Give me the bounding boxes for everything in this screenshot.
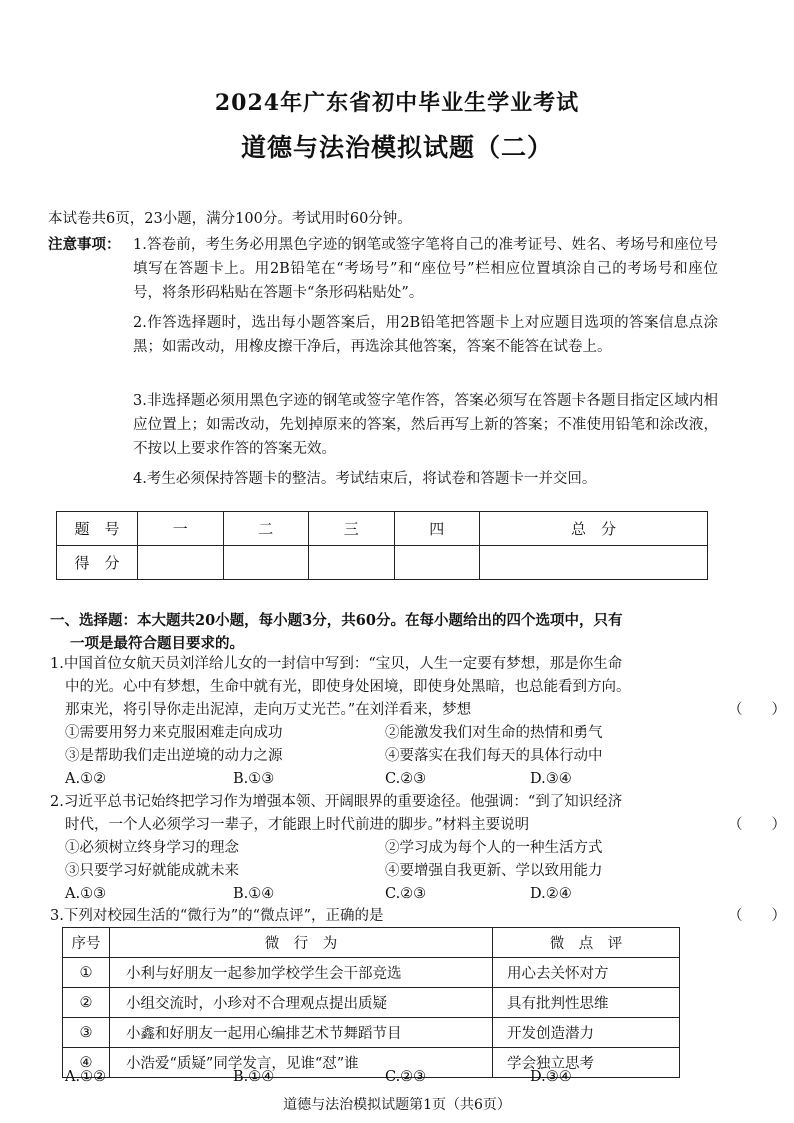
question-line: 时代，一个人必须学习一辈子，才能跟上时代前进的脚步。”材料主要说明 bbox=[65, 817, 530, 833]
choice-b[interactable]: B.①④ bbox=[233, 1069, 275, 1085]
score-cell[interactable] bbox=[138, 546, 224, 580]
table-row bbox=[63, 988, 680, 1018]
row-behavior: 小浩爱“质疑”同学发言，见谁“怼”谁 bbox=[110, 1048, 493, 1078]
statement-4: ④要落实在我们每天的具体行动中 bbox=[385, 748, 603, 764]
score-header-cell: 二 bbox=[223, 512, 309, 546]
row-number: ④ bbox=[63, 1048, 110, 1078]
row-behavior: 小鑫和好朋友一起用心编排艺术节舞蹈节目 bbox=[110, 1018, 493, 1048]
notice-item-3: 3.非选择题必须用黑色字迹的钢笔或签字笔作答，答案必须写在答题卡各题目指定区域内相应位置上；如需改动，先划掉原来的答案，然后再写上新的答案；不准使用铅笔和涂改液，不按以上要求作答的答案无效。 bbox=[133, 393, 718, 457]
score-table bbox=[56, 511, 708, 580]
row-behavior: 小利与好朋友一起参加学校学生会干部竞选 bbox=[110, 958, 493, 988]
answer-bracket: （ ） bbox=[728, 702, 786, 718]
statement-1: ①必须树立终身学习的理念 bbox=[65, 840, 239, 856]
score-cell[interactable] bbox=[223, 546, 309, 580]
notice-item-4: 4.考生必须保持答题卡的整洁。考试结束后，将试卷和答题卡一并交回。 bbox=[133, 471, 597, 487]
notice-item-1: 1.答卷前，考生务必用黑色字迹的钢笔或签字笔将自己的准考证号、姓名、考场号和座位号填写在答题卡上。用2B铅笔在“考场号”和“座位号”栏相应位置填涂自己的考场号和座位号，将条形码粘贴在答题卡“条形码粘贴处”。 bbox=[133, 237, 718, 301]
choice-d[interactable]: D.②④ bbox=[530, 886, 572, 902]
row-behavior: 小组交流时，小珍对不合理观点提出质疑 bbox=[110, 988, 493, 1018]
choice-d[interactable]: D.③④ bbox=[530, 1069, 572, 1085]
table-row bbox=[63, 1018, 680, 1048]
score-header-cell: 一 bbox=[138, 512, 224, 546]
col-header-number: 序号 bbox=[63, 928, 110, 958]
choice-b[interactable]: B.①③ bbox=[233, 771, 275, 787]
notice-label: 注意事项： bbox=[48, 236, 121, 253]
score-cell[interactable] bbox=[480, 546, 708, 580]
choice-c[interactable]: C.②③ bbox=[385, 771, 427, 787]
question-1 bbox=[50, 653, 786, 787]
score-header-cell: 三 bbox=[309, 512, 395, 546]
score-row-label: 得 分 bbox=[57, 546, 138, 580]
exam-intro: 本试卷共6页，23小题，满分100分。考试用时60分钟。 bbox=[48, 211, 412, 227]
behavior-table bbox=[62, 927, 680, 1078]
row-comment: 具有批判性思维 bbox=[493, 988, 680, 1018]
question-line: 1.中国首位女航天员刘洋给儿女的一封信中写到：“宝贝，人生一定要有梦想，那是你生命 bbox=[50, 656, 623, 672]
choice-d[interactable]: D.③④ bbox=[530, 771, 572, 787]
row-number: ① bbox=[63, 958, 110, 988]
choice-a[interactable]: A.①② bbox=[65, 771, 107, 787]
exam-subtitle: 道德与法治模拟试题（二） bbox=[240, 133, 553, 162]
statement-1: ①需要用努力来克服困难走向成功 bbox=[65, 725, 283, 741]
score-cell[interactable] bbox=[394, 546, 480, 580]
row-comment: 学会独立思考 bbox=[493, 1048, 680, 1078]
question-line: 3.下列对校园生活的“微行为”的“微点评”，正确的是 bbox=[50, 908, 384, 924]
row-comment: 用心去关怀对方 bbox=[493, 958, 680, 988]
page-footer: 道德与法治模拟试题第1页（共6页） bbox=[283, 1097, 511, 1113]
notice-item-2: 2.作答选择题时，选出每小题答案后，用2B铅笔把答题卡上对应题目选项的答案信息点涂黑；如需改动，用橡皮擦干净后，再选涂其他答案，答案不能答在试卷上。 bbox=[133, 315, 718, 355]
choice-b[interactable]: B.①④ bbox=[233, 886, 275, 902]
row-number: ② bbox=[63, 988, 110, 1018]
statement-3: ③是帮助我们走出逆境的动力之源 bbox=[65, 748, 283, 764]
score-header-cell: 总 分 bbox=[480, 512, 708, 546]
section-heading-line: 一项是最符合题目要求的。 bbox=[70, 635, 244, 652]
statement-3: ③只要学习好就能成就未来 bbox=[65, 863, 239, 879]
table-row bbox=[63, 958, 680, 988]
answer-bracket: （ ） bbox=[728, 817, 786, 833]
question-line: 那束光，将引导你走出泥淖，走向万丈光芒。”在刘洋看来，梦想 bbox=[65, 702, 472, 718]
col-header-behavior: 微 行 为 bbox=[110, 928, 493, 958]
question-3-choices bbox=[65, 1069, 705, 1091]
score-header-cell: 四 bbox=[394, 512, 480, 546]
choice-c[interactable]: C.②③ bbox=[385, 1069, 427, 1085]
statement-2: ②能激发我们对生命的热情和勇气 bbox=[385, 725, 603, 741]
question-2 bbox=[50, 791, 786, 902]
statement-4: ④要增强自我更新、学以致用能力 bbox=[385, 863, 603, 879]
score-cell[interactable] bbox=[309, 546, 395, 580]
question-line: 中的光。心中有梦想，生命中就有光，即使身处困境，即使身处黑暗，也总能看到方向。 bbox=[65, 679, 631, 695]
row-number: ③ bbox=[63, 1018, 110, 1048]
choice-c[interactable]: C.②③ bbox=[385, 886, 427, 902]
col-header-comment: 微 点 评 bbox=[493, 928, 680, 958]
row-comment: 开发创造潜力 bbox=[493, 1018, 680, 1048]
question-line: 2.习近平总书记始终把学习作为增强本领、开阔眼界的重要途径。他强调：“到了知识经济 bbox=[50, 794, 623, 810]
score-value-row bbox=[57, 546, 708, 580]
exam-title: 2024年广东省初中毕业生学业考试 bbox=[214, 90, 580, 116]
answer-bracket: （ ） bbox=[728, 908, 786, 924]
choice-a[interactable]: A.①② bbox=[65, 1069, 107, 1085]
section-heading-line: 一、选择题：本大题共20小题，每小题3分，共60分。在每小题给出的四个选项中，只有 bbox=[50, 612, 623, 629]
choice-a[interactable]: A.①③ bbox=[65, 886, 107, 902]
section-heading bbox=[50, 609, 730, 655]
question-3 bbox=[50, 905, 786, 928]
behavior-table-header bbox=[63, 928, 680, 958]
score-header-row bbox=[57, 512, 708, 546]
score-header-cell: 题 号 bbox=[57, 512, 138, 546]
statement-2: ②学习成为每个人的一种生活方式 bbox=[385, 840, 603, 856]
